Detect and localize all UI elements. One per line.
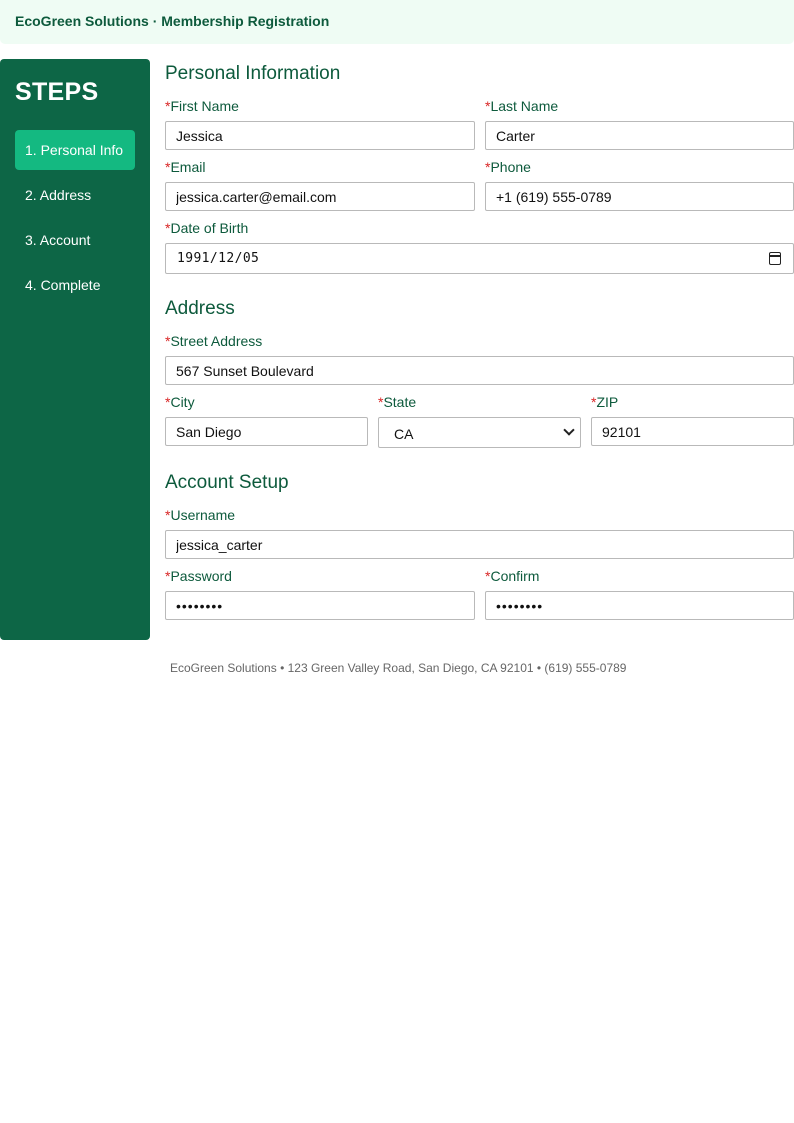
first-name-label: *First Name <box>165 98 239 114</box>
city-input[interactable] <box>165 417 368 446</box>
street-input[interactable] <box>165 356 794 385</box>
password-input[interactable] <box>165 591 475 620</box>
step-personal-info[interactable]: 1. Personal Info <box>15 130 135 170</box>
first-name-input[interactable] <box>165 121 475 150</box>
calendar-icon[interactable] <box>769 252 781 265</box>
password-label: *Password <box>165 568 232 584</box>
required-marker: * <box>165 159 171 175</box>
section-title-address: Address <box>165 298 235 319</box>
page-title: EcoGreen Solutions · Membership Registration <box>15 13 330 29</box>
required-marker: * <box>165 507 171 523</box>
email-label: *Email <box>165 159 206 175</box>
confirm-label: *Confirm <box>485 568 540 584</box>
zip-label: *ZIP <box>591 394 619 410</box>
confirm-password-input[interactable] <box>485 591 794 620</box>
step-address[interactable]: 2. Address <box>25 187 92 203</box>
required-marker: * <box>165 333 171 349</box>
required-marker: * <box>165 568 171 584</box>
required-marker: * <box>485 568 491 584</box>
phone-input[interactable] <box>485 182 794 211</box>
zip-input[interactable] <box>591 417 794 446</box>
state-value: CA <box>394 426 414 442</box>
step-complete[interactable]: 4. Complete <box>25 277 101 293</box>
required-marker: * <box>165 394 171 410</box>
footer-contact: EcoGreen Solutions • 123 Green Valley Road, San Diego, CA 92101 • (619) 555-0789 <box>170 661 627 675</box>
state-label: *State <box>378 394 417 410</box>
last-name-label: *Last Name <box>485 98 559 114</box>
required-marker: * <box>165 98 171 114</box>
state-select[interactable] <box>378 417 581 448</box>
dob-value: 1991/12/05 <box>177 251 260 266</box>
city-label: *City <box>165 394 195 410</box>
required-marker: * <box>165 220 171 236</box>
sidebar-heading: STEPS <box>15 78 99 106</box>
required-marker: * <box>378 394 384 410</box>
dob-date-input[interactable] <box>165 243 794 274</box>
last-name-input[interactable] <box>485 121 794 150</box>
required-marker: * <box>485 159 491 175</box>
street-label: *Street Address <box>165 333 263 349</box>
section-title-account: Account Setup <box>165 472 289 493</box>
username-input[interactable] <box>165 530 794 559</box>
email-input[interactable] <box>165 182 475 211</box>
top-header-bar <box>0 0 794 44</box>
dob-label: *Date of Birth <box>165 220 249 236</box>
section-title-personal: Personal Information <box>165 63 341 84</box>
username-label: *Username <box>165 507 236 523</box>
chevron-down-icon <box>563 424 574 435</box>
required-marker: * <box>485 98 491 114</box>
step-account[interactable]: 3. Account <box>25 232 91 248</box>
required-marker: * <box>591 394 597 410</box>
phone-label: *Phone <box>485 159 531 175</box>
